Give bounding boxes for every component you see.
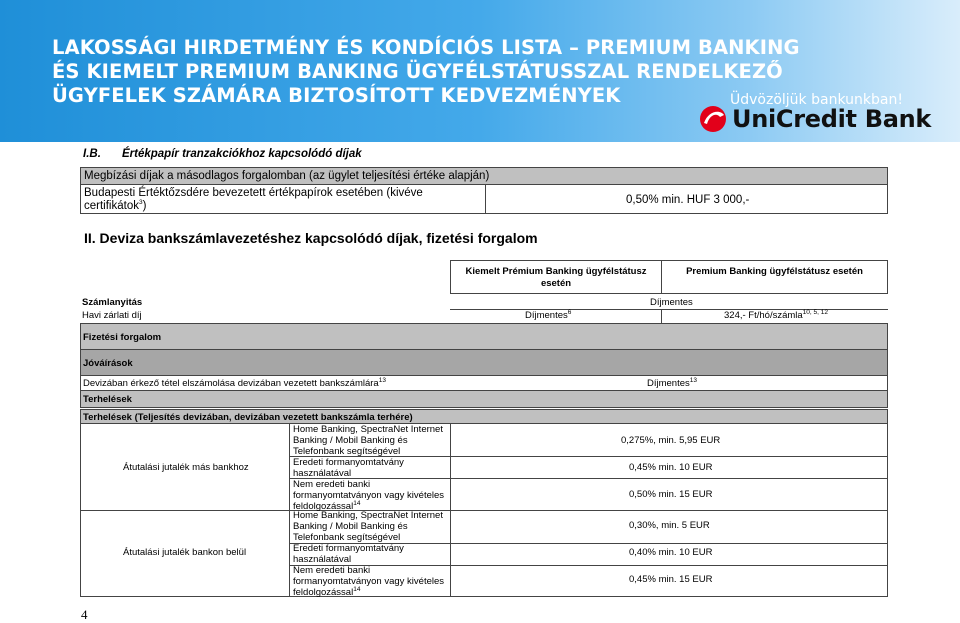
deviza-label — [83, 378, 386, 389]
section-ib-subheader — [80, 167, 888, 185]
havi-col-divider — [661, 309, 662, 323]
section-ib-row-label-close: ) — [142, 200, 147, 212]
channel-line: Nem eredeti banki — [293, 565, 371, 576]
channel-line: használatával — [293, 554, 352, 565]
footnote-marker: 6 — [567, 308, 572, 316]
fizetesi-forgalom-label: Fizetési forgalom — [83, 332, 162, 343]
header-banner — [0, 0, 960, 142]
group1-channel-homebanking — [293, 424, 443, 457]
terhelesek-label: Terhelések — [83, 394, 132, 405]
deviza-value — [647, 378, 697, 389]
banner-title — [52, 36, 800, 108]
group1-value-homebanking: 0,275%, min. 5,95 EUR — [621, 435, 721, 446]
jovirasok-label: Jóváírások — [83, 358, 133, 369]
szamlanyitas-value: Díjmentes — [650, 297, 693, 308]
havi-col2-text: 324,- Ft/hó/számla — [724, 310, 803, 321]
szamlanyitas-label: Számlanyitás — [82, 297, 143, 308]
channel-line: Banking / Mobil Banking és — [293, 521, 408, 532]
channel-line: használatával — [293, 468, 352, 479]
channel-line-text: feldolgozással — [293, 501, 354, 512]
section-ib-row-label-line-2 — [84, 200, 146, 213]
terhelesek-row — [80, 390, 888, 408]
group2-channel-nonstandard — [293, 565, 444, 598]
jovirasok-row — [80, 349, 888, 376]
banner-title-line-3: ÜGYFELEK SZÁMÁRA BIZTOSÍTOTT KEDVEZMÉNYEK — [52, 84, 621, 107]
footnote-marker: 14 — [353, 585, 361, 593]
deviza-row — [80, 375, 888, 391]
group2-channel-form — [293, 543, 404, 565]
havi-col1 — [525, 310, 571, 321]
group2-value-homebanking: 0,30%, min. 5 EUR — [629, 520, 710, 531]
fizetesi-forgalom-row — [80, 323, 888, 350]
channel-line: Eredeti formanyomtatvány — [293, 543, 404, 554]
section-ii-title: II. Deviza bankszámlavezetéshez kapcsolódó díjak, fizetési forgalom — [84, 230, 538, 246]
banner-title-line-2: ÉS KIEMELT PREMIUM BANKING ÜGYFÉLSTÁTUSSZAL RENDELKEZŐ — [52, 60, 783, 83]
unicredit-logo-icon — [698, 105, 728, 133]
group1-value-nonstandard: 0,50% min. 15 EUR — [629, 489, 713, 500]
footnote-marker: 13 — [378, 376, 386, 384]
footnote-marker: 13 — [689, 376, 697, 384]
unicredit-logo — [698, 105, 931, 133]
group1-channel-nonstandard — [293, 479, 444, 512]
channel-line: Eredeti formanyomtatvány — [293, 457, 404, 468]
banner-title-line-1: LAKOSSÁGI HIRDETMÉNY ÉS KONDÍCIÓS LISTA – PREMIUM BANKING — [52, 36, 800, 59]
group1-label: Átutalási jutalék más bankhoz — [123, 462, 249, 473]
section-ib-row-label-text: certifikátok — [84, 200, 139, 212]
group2-channel-homebanking — [293, 510, 443, 543]
channel-line — [293, 587, 444, 598]
group2-value-form: 0,40% min. 10 EUR — [629, 547, 713, 558]
channel-line: formanyomtatványon vagy kivételes — [293, 576, 445, 587]
group1-value-form: 0,45% min. 10 EUR — [629, 462, 713, 473]
col2-header-cell — [661, 260, 888, 294]
channel-line: Home Banking, SpectraNet Internet — [293, 424, 443, 435]
channel-line-text: feldolgozással — [293, 587, 354, 598]
deviza-label-text: Devizában érkező tétel elszámolása devizában vezetett bankszámlára — [83, 378, 379, 389]
terhelesek-sub-label: Terhelések (Teljesítés devizában, devizában vezetett bankszámla terhére) — [83, 412, 413, 423]
footnote-marker: 14 — [353, 499, 361, 507]
channel-line: Home Banking, SpectraNet Internet — [293, 510, 443, 521]
channel-line: Telefonbank segítségével — [293, 532, 401, 543]
channel-line: Nem eredeti banki — [293, 479, 371, 490]
logo-text: UniCredit Bank — [732, 105, 932, 133]
channel-line: Telefonbank segítségével — [293, 446, 401, 457]
terhelesek-sub-row — [80, 409, 888, 424]
footnote-marker: 10, 5, 12 — [802, 308, 828, 316]
transfer-group-divider — [80, 510, 888, 511]
channel-line: Banking / Mobil Banking és — [293, 435, 408, 446]
section-ib-number: I.B. — [83, 148, 101, 160]
section-ib-row-value-cell — [485, 184, 888, 214]
col1-header: Kiemelt Prémium Banking ügyfélstátusz esetén — [465, 266, 647, 289]
group1-channel-form — [293, 457, 404, 479]
havi-label: Havi zárlati díj — [82, 310, 142, 321]
page-number: 4 — [81, 607, 88, 622]
havi-col1-text: Díjmentes — [525, 310, 568, 321]
section-ib-row-label-line-1: Budapesti Értéktőzsdére bevezetett értékpapírok esetében (kivéve — [84, 187, 423, 199]
havi-col2 — [724, 310, 828, 321]
section-ib-row-value: 0,50% min. HUF 3 000,- — [626, 194, 750, 206]
section-ib-row-label-cell — [80, 184, 486, 214]
col1-header-cell — [450, 260, 662, 294]
group2-label: Átutalási jutalék bankon belül — [123, 547, 247, 558]
section-ib-subheader-text: Megbízási díjak a másodlagos forgalomban (az ügylet teljesítési értéke alapján) — [84, 170, 490, 182]
section-ib-title: Értékpapír tranzakciókhoz kapcsolódó díjak — [122, 148, 362, 160]
deviza-value-text: Díjmentes — [647, 378, 690, 389]
welcome-text: Üdvözöljük bankunkban! — [730, 92, 903, 108]
channel-line: formanyomtatványon vagy kivételes — [293, 490, 445, 501]
footnote-marker: 3 — [138, 199, 143, 207]
col2-header: Premium Banking ügyfélstátusz esetén — [686, 266, 863, 277]
group2-value-nonstandard: 0,45% min. 15 EUR — [629, 574, 713, 585]
